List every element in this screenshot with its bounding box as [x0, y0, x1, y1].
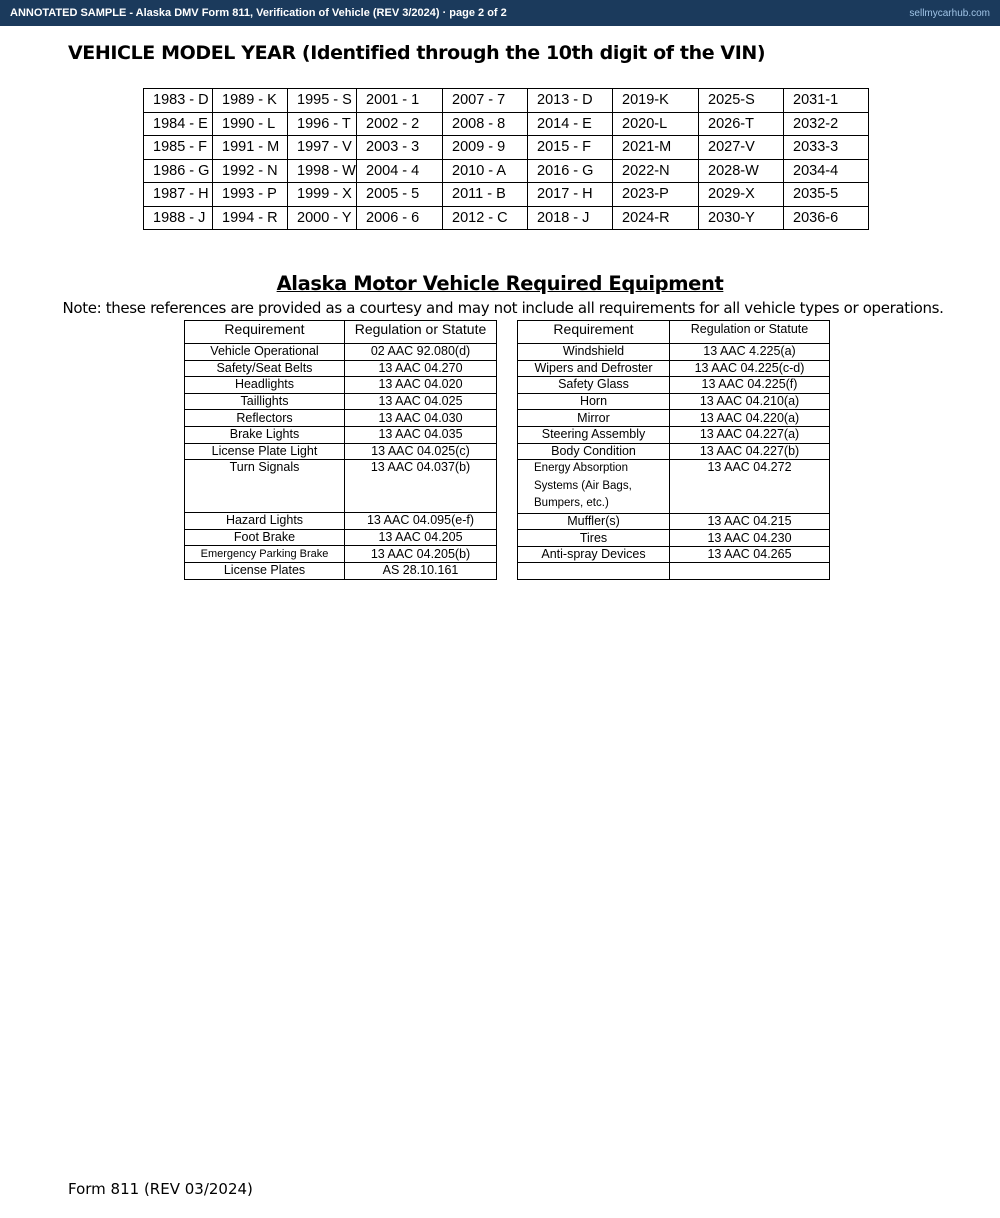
requirement-cell: License Plate Light: [185, 443, 345, 460]
year-code-cell: 2021-M: [613, 136, 699, 160]
requirement-cell: Emergency Parking Brake: [185, 546, 345, 563]
year-code-cell: 2004 - 4: [357, 159, 443, 183]
requirement-cell: Body Condition: [518, 443, 670, 460]
regulation-cell: 13 AAC 04.270: [345, 360, 497, 377]
year-code-cell: 1987 - H: [144, 183, 213, 207]
table-row: [185, 377, 497, 394]
table-row: [144, 183, 869, 207]
year-code-cell: 2010 - A: [443, 159, 528, 183]
year-code-cell: 1995 - S: [288, 89, 357, 113]
year-code-cell: 2030-Y: [699, 206, 784, 230]
year-code-cell: 2023-P: [613, 183, 699, 207]
table-row: [144, 89, 869, 113]
table-row: [518, 344, 830, 361]
table-row: [518, 443, 830, 460]
requirement-cell: Reflectors: [185, 410, 345, 427]
table-row: [518, 410, 830, 427]
column-header: Regulation or Statute: [345, 321, 497, 344]
year-code-cell: 2001 - 1: [357, 89, 443, 113]
year-code-cell: 1998 - W: [288, 159, 357, 183]
year-code-cell: 1999 - X: [288, 183, 357, 207]
regulation-cell: 13 AAC 04.227(b): [670, 443, 830, 460]
year-code-cell: 2034-4: [784, 159, 869, 183]
year-code-cell: 2011 - B: [443, 183, 528, 207]
year-code-cell: 2003 - 3: [357, 136, 443, 160]
year-code-cell: 2014 - E: [528, 112, 613, 136]
table-row: [518, 546, 830, 563]
requirement-cell: Steering Assembly: [518, 426, 670, 443]
regulation-cell: 13 AAC 04.230: [670, 530, 830, 547]
table-row: [185, 426, 497, 443]
year-code-cell: 1996 - T: [288, 112, 357, 136]
year-code-cell: 2027-V: [699, 136, 784, 160]
regulation-cell: AS 28.10.161: [345, 562, 497, 579]
regulation-cell: 13 AAC 04.210(a): [670, 393, 830, 410]
regulation-cell: 13 AAC 04.035: [345, 426, 497, 443]
regulation-cell: 13 AAC 04.030: [345, 410, 497, 427]
regulation-cell: 13 AAC 04.215: [670, 513, 830, 530]
requirement-cell: Energy Absorption Systems (Air Bags, Bumpers, etc.): [518, 460, 670, 514]
regulation-cell: 13 AAC 04.220(a): [670, 410, 830, 427]
table-row: [185, 562, 497, 579]
year-code-cell: 2012 - C: [443, 206, 528, 230]
table-row: [518, 460, 830, 514]
year-code-cell: 2020-L: [613, 112, 699, 136]
requirement-cell: Safety Glass: [518, 377, 670, 394]
equipment-table-right: [517, 320, 830, 580]
requirement-cell: Safety/Seat Belts: [185, 360, 345, 377]
year-code-cell: 2024-R: [613, 206, 699, 230]
equipment-table-left: [184, 320, 497, 580]
table-row: [185, 410, 497, 427]
requirement-cell: Horn: [518, 393, 670, 410]
column-header: Requirement: [518, 321, 670, 344]
regulation-cell: 13 AAC 04.272: [670, 460, 830, 514]
year-code-cell: 2025-S: [699, 89, 784, 113]
requirement-cell: Vehicle Operational: [185, 344, 345, 361]
year-code-cell: 2000 - Y: [288, 206, 357, 230]
year-code-cell: 1988 - J: [144, 206, 213, 230]
requirement-cell: Tires: [518, 530, 670, 547]
regulation-cell: 13 AAC 04.025: [345, 393, 497, 410]
requirement-cell: [518, 563, 670, 580]
banner-title: ANNOTATED SAMPLE - Alaska DMV Form 811, Verification of Vehicle (REV 3/2024) · page 2 of 2: [10, 7, 507, 19]
table-row: [518, 377, 830, 394]
annotation-banner: [0, 0, 1000, 26]
year-code-cell: 2028-W: [699, 159, 784, 183]
table-row: [518, 530, 830, 547]
requirement-cell: Taillights: [185, 393, 345, 410]
year-code-cell: 1985 - F: [144, 136, 213, 160]
table-row: [185, 546, 497, 563]
year-code-cell: 2006 - 6: [357, 206, 443, 230]
banner-site: sellmycarhub.com: [909, 7, 990, 19]
year-code-cell: 2032-2: [784, 112, 869, 136]
year-code-cell: 2031-1: [784, 89, 869, 113]
table-row: [185, 360, 497, 377]
table-row: [185, 529, 497, 546]
year-code-cell: 2035-5: [784, 183, 869, 207]
regulation-cell: 13 AAC 04.025(c): [345, 443, 497, 460]
year-code-cell: 1986 - G: [144, 159, 213, 183]
table-row: [144, 112, 869, 136]
year-code-cell: 1991 - M: [213, 136, 288, 160]
year-code-cell: 2016 - G: [528, 159, 613, 183]
year-code-cell: 2036-6: [784, 206, 869, 230]
year-code-cell: 1993 - P: [213, 183, 288, 207]
requirement-cell: Windshield: [518, 344, 670, 361]
regulation-cell: [670, 563, 830, 580]
requirement-cell: Wipers and Defroster: [518, 360, 670, 377]
table-row: [518, 426, 830, 443]
year-code-cell: 2029-X: [699, 183, 784, 207]
table-row: [185, 393, 497, 410]
year-code-cell: 1983 - D: [144, 89, 213, 113]
equipment-heading: Alaska Motor Vehicle Required Equipment: [276, 272, 724, 295]
year-code-cell: 2022-N: [613, 159, 699, 183]
form-footer: Form 811 (REV 03/2024): [68, 1180, 253, 1198]
year-code-cell: 1992 - N: [213, 159, 288, 183]
requirement-cell: Mirror: [518, 410, 670, 427]
regulation-cell: 13 AAC 04.265: [670, 546, 830, 563]
year-code-cell: 1990 - L: [213, 112, 288, 136]
year-code-cell: 2019-K: [613, 89, 699, 113]
regulation-cell: 13 AAC 04.205: [345, 529, 497, 546]
year-code-cell: 2033-3: [784, 136, 869, 160]
regulation-cell: 13 AAC 04.225(c-d): [670, 360, 830, 377]
requirement-cell: Turn Signals: [185, 460, 345, 513]
table-row: [144, 206, 869, 230]
requirement-cell: Hazard Lights: [185, 513, 345, 530]
equipment-note: Note: these references are provided as a courtesy and may not include all requirements for all vehicle types or operations.: [62, 299, 944, 317]
year-code-cell: 2018 - J: [528, 206, 613, 230]
requirement-cell: License Plates: [185, 562, 345, 579]
year-code-cell: 2008 - 8: [443, 112, 528, 136]
regulation-cell: 13 AAC 04.095(e-f): [345, 513, 497, 530]
requirement-cell: Muffler(s): [518, 513, 670, 530]
table-row: [144, 136, 869, 160]
model-year-table: [143, 88, 869, 230]
column-header: Requirement: [185, 321, 345, 344]
table-row: [518, 360, 830, 377]
model-year-heading: VEHICLE MODEL YEAR (Identified through the 10th digit of the VIN): [68, 42, 766, 64]
regulation-cell: 13 AAC 4.225(a): [670, 344, 830, 361]
requirement-cell: Foot Brake: [185, 529, 345, 546]
year-code-cell: 2002 - 2: [357, 112, 443, 136]
regulation-cell: 13 AAC 04.037(b): [345, 460, 497, 513]
year-code-cell: 2009 - 9: [443, 136, 528, 160]
regulation-cell: 13 AAC 04.205(b): [345, 546, 497, 563]
year-code-cell: 2005 - 5: [357, 183, 443, 207]
table-row: [185, 460, 497, 513]
regulation-cell: 13 AAC 04.227(a): [670, 426, 830, 443]
table-row: [185, 344, 497, 361]
requirement-cell: Brake Lights: [185, 426, 345, 443]
table-row: [518, 513, 830, 530]
table-row: [144, 159, 869, 183]
table-row: [518, 393, 830, 410]
year-code-cell: 2007 - 7: [443, 89, 528, 113]
year-code-cell: 1994 - R: [213, 206, 288, 230]
table-row: [185, 443, 497, 460]
requirement-cell: Anti-spray Devices: [518, 546, 670, 563]
regulation-cell: 13 AAC 04.020: [345, 377, 497, 394]
year-code-cell: 1984 - E: [144, 112, 213, 136]
regulation-cell: 13 AAC 04.225(f): [670, 377, 830, 394]
year-code-cell: 2015 - F: [528, 136, 613, 160]
table-row: [185, 513, 497, 530]
year-code-cell: 1997 - V: [288, 136, 357, 160]
year-code-cell: 2017 - H: [528, 183, 613, 207]
column-header: Regulation or Statute: [670, 321, 830, 344]
table-row: [518, 563, 830, 580]
requirement-cell: Headlights: [185, 377, 345, 394]
regulation-cell: 02 AAC 92.080(d): [345, 344, 497, 361]
year-code-cell: 2026-T: [699, 112, 784, 136]
year-code-cell: 2013 - D: [528, 89, 613, 113]
year-code-cell: 1989 - K: [213, 89, 288, 113]
